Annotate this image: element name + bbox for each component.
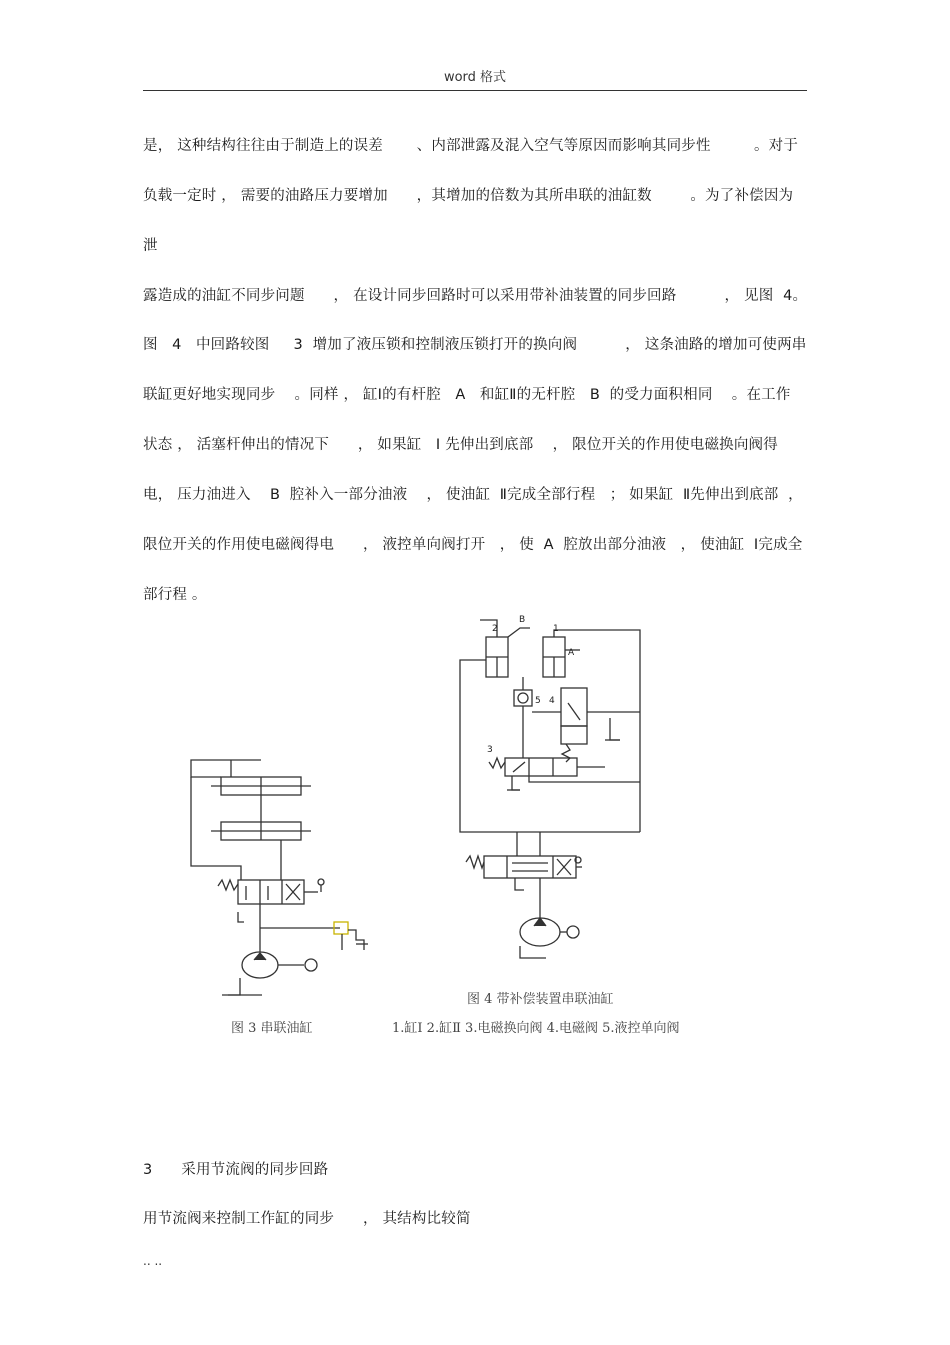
body-line: 限位开关的作用使电磁阀得电 ， 液控单向阀打开 ， 使 A 腔放出部分油液 ， 使油缸 Ⅰ完成全 <box>143 537 803 553</box>
figure3-caption: 图 3 串联油缸 <box>231 1021 313 1036</box>
figure3-diagram <box>191 760 368 995</box>
label-b: B <box>519 615 526 625</box>
body-line: 电， 压力油进入 B 腔补入一部分油液 ， 使油缸 Ⅱ完成全部行程 ； 如果缸 Ⅱ先伸出到底部 ， <box>143 487 803 503</box>
body-line: 露造成的油缸不同步问题 ， 在设计同步回路时可以采用带补油装置的同步回路 ， 见图 4。 <box>143 288 808 304</box>
label-4: 4 <box>549 696 555 706</box>
page-header: word 格式 <box>443 70 507 85</box>
section-text: 用节流阀来控制工作缸的同步 ， 其结构比较简 <box>143 1211 471 1227</box>
figure4-caption: 图 4 带补偿装置串联油缸 <box>467 992 614 1007</box>
body-line: 是， 这种结构往往由于制造上的误差 、内部泄露及混入空气等原因而影响其同步性 。对于 <box>143 138 799 154</box>
body-line: 泄 <box>143 238 158 254</box>
label-2: 2 <box>492 624 498 634</box>
section-heading: 3 采用节流阀的同步回路 <box>143 1162 329 1178</box>
page-footer: .. .. <box>143 1254 163 1268</box>
label-a: A <box>568 648 575 658</box>
label-5: 5 <box>535 696 541 706</box>
body-line: 图 4 中回路较图 3 增加了液压锁和控制液压锁打开的换向阀 ， 这条油路的增加可使两串 <box>143 337 807 353</box>
body-line: 部行程 。 <box>143 587 207 603</box>
figure4-legend: 1.缸Ⅰ 2.缸Ⅱ 3.电磁换向阀 4.电磁阀 5.液控单向阀 <box>392 1021 680 1036</box>
label-1: 1 <box>553 624 559 634</box>
body-line: 负载一定时 ， 需要的油路压力要增加 ，其增加的倍数为其所串联的油缸数 。为了补偿因为 <box>143 188 794 204</box>
figure4-diagram <box>460 620 640 958</box>
body-line: 状态 ， 活塞杆伸出的情况下 ， 如果缸 Ⅰ 先伸出到底部 ， 限位开关的作用使电磁换向阀得 <box>143 437 778 453</box>
label-3: 3 <box>487 745 493 755</box>
body-line: 联缸更好地实现同步 。同样 ， 缸Ⅰ的有杆腔 A 和缸Ⅱ的无杆腔 B 的受力面积相同 。在工作 <box>143 387 791 403</box>
